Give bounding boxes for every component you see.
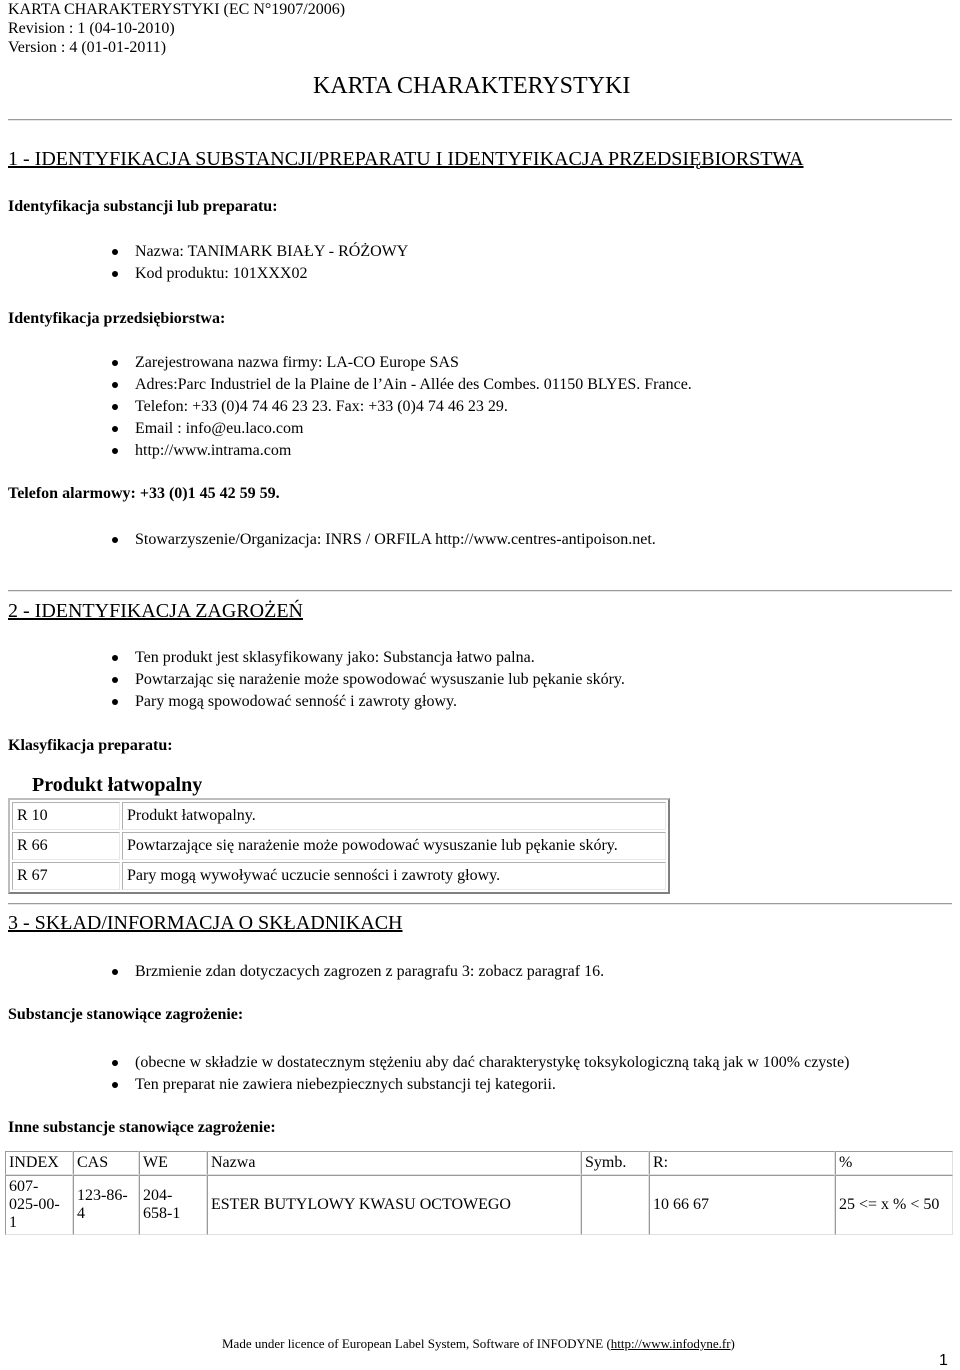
table-row	[12, 862, 666, 890]
r-code: R 10	[12, 802, 120, 830]
col-header: R:	[649, 1151, 835, 1175]
hazardous-list	[10, 1052, 849, 1096]
list-item: Kod produktu: 101XXX02	[10, 263, 408, 285]
list-item: Powtarzając się narażenie może spowodować wysuszanie lub pękanie skóry.	[10, 669, 625, 691]
header-revision: Revision : 1 (04-10-2010)	[8, 20, 175, 37]
hazard-list	[10, 647, 625, 713]
divider	[8, 590, 952, 592]
divider	[8, 903, 952, 905]
list-item: Adres:Parc Industriel de la Plaine de l’Ain - Allée des Combes. 01150 BLYES. France.	[10, 374, 692, 396]
substance-list	[10, 241, 408, 285]
cell-cas: 123-86- 4	[73, 1175, 139, 1235]
list-item: Brzmienie zdan dotyczacych zagrozen z paragrafu 3: zobacz paragraf 16.	[10, 961, 604, 983]
list-item: Telefon: +33 (0)4 74 46 23 23. Fax: +33 (0)4 74 46 23 29.	[10, 396, 692, 418]
document-title: KARTA CHARAKTERYSTYKI	[313, 73, 631, 99]
footer-licence: Made under licence of European Label System, Software of INFODYNE (http://www.infodyne.fr)	[222, 1336, 735, 1351]
product-heading: Produkt łatwopalny	[32, 774, 203, 796]
header-title: KARTA CHARAKTERYSTYKI (EC N°1907/2006)	[8, 1, 346, 18]
col-header: INDEX	[5, 1151, 73, 1175]
table-row	[12, 832, 666, 860]
other-hazardous-label: Inne substancje stanowiące zagrożenie:	[8, 1119, 276, 1136]
r-text: Powtarzające się narażenie może powodować wysuszanie lub pękanie skóry.	[122, 832, 666, 860]
header-version: Version : 4 (01-01-2011)	[8, 39, 167, 56]
list-item: Nazwa: TANIMARK BIAŁY - RÓŻOWY	[10, 241, 408, 263]
hazardous-label: Substancje stanowiące zagrożenie:	[8, 1006, 244, 1023]
list-item: Zarejestrowana nazwa firmy: LA-CO Europe SAS	[10, 352, 692, 374]
composition-list	[10, 961, 604, 983]
list-item: Pary mogą spowodować senność i zawroty głowy.	[10, 691, 625, 713]
company-label: Identyfikacja przedsiębiorstwa:	[8, 310, 226, 327]
classification-label: Klasyfikacja preparatu:	[8, 737, 173, 754]
section3-title: 3 - SKŁAD/INFORMACJA O SKŁADNIKACH	[8, 912, 403, 934]
col-header: WE	[139, 1151, 207, 1175]
section1-title: 1 - IDENTYFIKACJA SUBSTANCJI/PREPARATU I IDENTYFIKACJA PRZEDSIĘBIORSTWA	[8, 148, 804, 170]
table-row	[12, 802, 666, 830]
alarm-list	[10, 529, 656, 551]
page-number: 1	[939, 1352, 948, 1369]
alarm-phone: Telefon alarmowy: +33 (0)1 45 42 59 59.	[8, 485, 280, 502]
section2-title: 2 - IDENTYFIKACJA ZAGROŻEŃ	[8, 600, 303, 622]
list-item: Stowarzyszenie/Organizacja: INRS / ORFILA http://www.centres-antipoison.net.	[10, 529, 656, 551]
cell-index: 607- 025-00- 1	[5, 1175, 73, 1235]
list-item: Ten preparat nie zawiera niebezpiecznych substancji tej kategorii.	[10, 1074, 849, 1096]
col-header: Symb.	[581, 1151, 649, 1175]
divider	[8, 119, 952, 121]
list-item: Email : info@eu.laco.com	[10, 418, 692, 440]
cell-we: 204- 658-1	[139, 1175, 207, 1235]
substance-label: Identyfikacja substancji lub preparatu:	[8, 198, 278, 215]
substances-table	[5, 1151, 953, 1235]
r-code: R 67	[12, 862, 120, 890]
cell-name: ESTER BUTYLOWY KWASU OCTOWEGO	[207, 1175, 581, 1235]
infodyne-link[interactable]: http://www.infodyne.fr	[610, 1336, 731, 1351]
col-header: CAS	[73, 1151, 139, 1175]
table-row	[5, 1175, 953, 1235]
r-text: Produkt łatwopalny.	[122, 802, 666, 830]
list-item: (obecne w składzie w dostatecznym stężeniu aby dać charakterystykę toksykologiczną taką jak w 100% czyste)	[10, 1052, 849, 1074]
cell-percent: 25 <= x % < 50	[835, 1175, 953, 1235]
list-item: Ten produkt jest sklasyfikowany jako: Substancja łatwo palna.	[10, 647, 625, 669]
r-phrases-table	[8, 798, 670, 894]
cell-symbol	[581, 1175, 649, 1235]
cell-r: 10 66 67	[649, 1175, 835, 1235]
col-header: %	[835, 1151, 953, 1175]
list-item: http://www.intrama.com	[10, 440, 692, 462]
company-list	[10, 352, 692, 462]
col-header: Nazwa	[207, 1151, 581, 1175]
table-header-row	[5, 1151, 953, 1175]
r-text: Pary mogą wywoływać uczucie senności i zawroty głowy.	[122, 862, 666, 890]
r-code: R 66	[12, 832, 120, 860]
